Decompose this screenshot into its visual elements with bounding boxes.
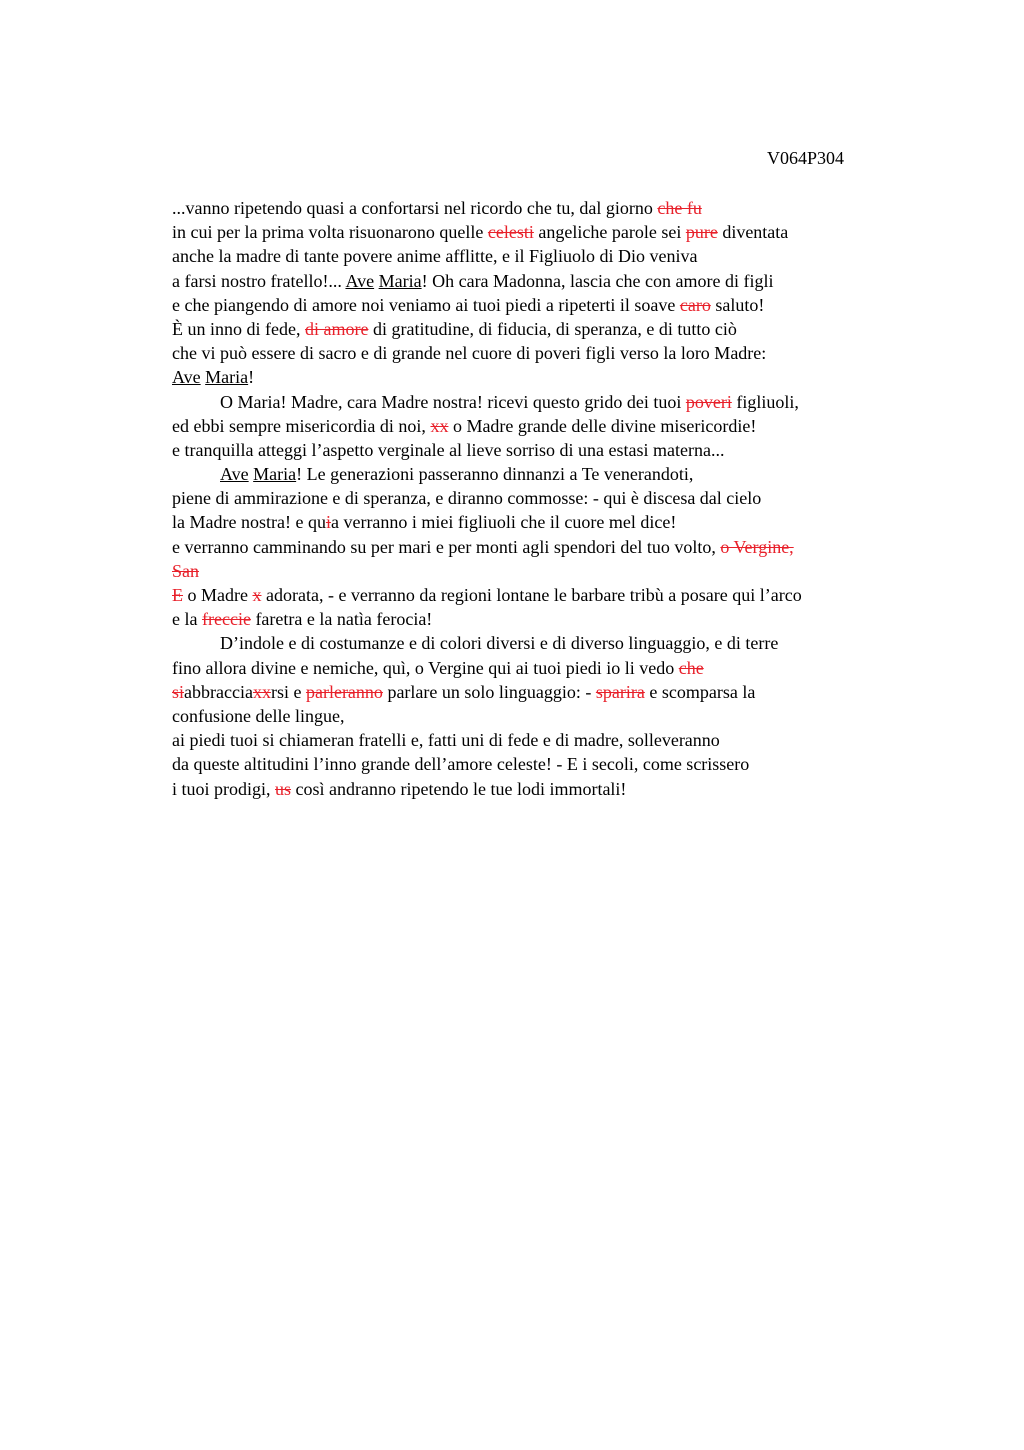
text-line (172, 317, 912, 341)
text-line (172, 365, 912, 389)
text-segment: e tranquilla atteggi l’aspetto verginale al lieve sorriso di una estasi materna... (172, 439, 725, 460)
underlined-text: Ave (345, 270, 375, 291)
underlined-text: Ave (220, 464, 249, 485)
text-segment: e scomparsa la (644, 681, 756, 702)
deleted-text: sparira (595, 681, 645, 702)
text-segment: che vi può essere di sacro e di grande nel cuore di poveri figli verso la loro Madre: (172, 343, 767, 364)
deleted-text: us (275, 778, 292, 799)
deleted-text: che (678, 657, 704, 678)
text-segment: e verranno camminando su per mari e per monti agli spendori del tuo volto, (172, 536, 721, 557)
text-line (172, 438, 912, 462)
text-segment: piene di ammirazione e di speranza, e diranno commosse: - qui è discesa dal cielo (172, 488, 762, 509)
text-segment: O Maria! Madre, cara Madre nostra! ricevi questo grido dei tuoi (220, 391, 686, 412)
text-segment: adorata, - e verranno da regioni lontane le barbare tribù a posare qui l’arco (261, 585, 802, 605)
text-segment: figliuoli, (731, 391, 799, 412)
text-line (172, 269, 912, 293)
text-line (172, 535, 912, 559)
text-segment: da queste altitudini l’inno grande dell’amore celeste! - E i secoli, come scrissero (172, 754, 750, 775)
text-segment: D’indole e di costumanze e di colori diversi e di diverso linguaggio, e di terre (220, 633, 779, 654)
text-segment: la Madre nostra! e qu (172, 512, 326, 533)
text-segment: angeliche parole sei (533, 222, 686, 243)
transcription-body (172, 196, 912, 801)
text-segment: e la (172, 609, 202, 630)
underlined-text: Maria (253, 464, 297, 485)
text-line (172, 680, 912, 704)
text-line (172, 559, 912, 583)
page-reference-code: V064P304 (766, 148, 844, 168)
deleted-text: o Vergine, (720, 536, 794, 557)
deleted-text: di amore (304, 318, 369, 339)
text-line (172, 220, 912, 244)
text-segment: i tuoi prodigi, (172, 778, 275, 799)
text-line (172, 390, 912, 414)
text-segment: a farsi nostro fratello!... (172, 270, 346, 291)
deleted-text: pure (685, 222, 718, 243)
text-segment: e che piangendo di amore noi veniamo ai tuoi piedi a ripeterti il soave (172, 294, 680, 315)
text-line (172, 293, 912, 317)
text-line (172, 462, 912, 486)
text-segment: o Madre grande delle divine misericordie! (448, 415, 757, 436)
text-segment: ...vanno ripetendo quasi a confortarsi nel ricordo che tu, dal giorno (172, 198, 658, 218)
text-line (172, 414, 912, 438)
text-line (172, 510, 912, 534)
deleted-text: si (172, 681, 185, 702)
text-line (172, 341, 912, 365)
text-line (172, 728, 912, 752)
text-line (172, 607, 912, 631)
text-line (172, 631, 912, 655)
text-line (172, 486, 912, 510)
text-segment: confusione delle lingue, (172, 705, 345, 726)
text-segment: parlare un solo linguaggio: - (382, 681, 596, 702)
text-segment: di gratitudine, di fiducia, di speranza, e di tutto ciò (368, 318, 737, 339)
underlined-text: Maria (205, 367, 249, 388)
deleted-text: celesti (487, 222, 534, 243)
underlined-text: Ave (172, 367, 201, 388)
text-segment: così andranno ripetendo le tue lodi immortali! (291, 778, 627, 799)
text-line (172, 244, 912, 268)
text-segment: ! Le generazioni passeranno dinnanzi a Te venerandoti, (296, 464, 694, 485)
text-segment: a verranno i miei figliuoli che il cuore mel dice! (330, 512, 677, 533)
text-segment: faretra e la natìa ferocia! (250, 609, 433, 630)
deleted-text: xx (430, 415, 449, 436)
deleted-text: E (172, 585, 183, 605)
text-segment: abbraccia (184, 681, 253, 702)
text-line (172, 777, 912, 801)
text-segment: o Madre (183, 585, 253, 605)
deleted-text: caro (679, 294, 711, 315)
text-segment: È un inno di fede, (172, 318, 305, 339)
text-line (172, 752, 912, 776)
text-line (172, 656, 912, 680)
text-segment: saluto! (710, 294, 765, 315)
text-line (172, 704, 912, 728)
deleted-text: poveri (685, 391, 732, 412)
deleted-text: San (172, 560, 199, 581)
text-segment: ! (248, 367, 255, 388)
text-segment: ai piedi tuoi si chiameran fratelli e, fatti uni di fede e di madre, solleveranno (172, 730, 720, 751)
text-segment: fino allora divine e nemiche, quì, o Vergine qui ai tuoi piedi io li vedo (172, 657, 679, 678)
text-line (172, 583, 912, 607)
text-segment: in cui per la prima volta risuonarono quelle (172, 222, 488, 243)
deleted-text: i (325, 512, 331, 533)
text-line (172, 196, 912, 220)
text-segment: diventata (717, 222, 789, 243)
deleted-text: freccie (201, 609, 251, 630)
deleted-text: x (252, 585, 262, 605)
text-segment: anche la madre di tante povere anime afflitte, e il Figliuolo di Dio veniva (172, 246, 698, 267)
text-segment: rsi e (270, 681, 306, 702)
underlined-text: Maria (378, 270, 422, 291)
deleted-text: xx (252, 681, 271, 702)
deleted-text: parleranno (305, 681, 383, 702)
text-segment: ed ebbi sempre misericordia di noi, (172, 415, 431, 436)
deleted-text: che fu (657, 198, 702, 218)
text-segment: ! Oh cara Madonna, lascia che con amore di figli (421, 270, 774, 291)
